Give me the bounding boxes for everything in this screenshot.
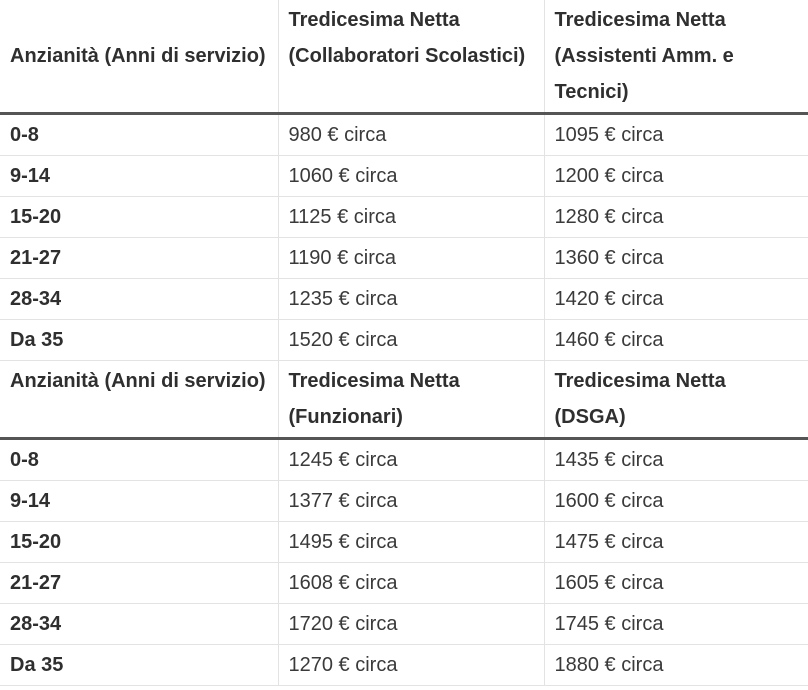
seniority-cell: 9-14 [0, 156, 278, 197]
amount-cell: 1745 € circa [544, 604, 808, 645]
table-row [0, 645, 808, 686]
amount-cell: 1435 € circa [544, 439, 808, 481]
table-row [0, 156, 808, 197]
seniority-cell: 21-27 [0, 238, 278, 279]
seniority-cell: 0-8 [0, 439, 278, 481]
amount-cell: 1360 € circa [544, 238, 808, 279]
amount-cell: 1190 € circa [278, 238, 544, 279]
table-row [0, 563, 808, 604]
table-row [0, 522, 808, 563]
table-row [0, 114, 808, 156]
table-row [0, 197, 808, 238]
table-row [0, 279, 808, 320]
seniority-cell: 15-20 [0, 522, 278, 563]
amount-cell: 1095 € circa [544, 114, 808, 156]
header-seniority: Anzianità (Anni di servizio) [0, 361, 278, 439]
amount-cell: 1605 € circa [544, 563, 808, 604]
amount-cell: 1495 € circa [278, 522, 544, 563]
amount-cell: 1377 € circa [278, 481, 544, 522]
seniority-cell: 9-14 [0, 481, 278, 522]
amount-cell: 1235 € circa [278, 279, 544, 320]
amount-cell: 980 € circa [278, 114, 544, 156]
header-funzionari: Tredicesima Netta (Funzionari) [278, 361, 544, 439]
amount-cell: 1475 € circa [544, 522, 808, 563]
table-row [0, 481, 808, 522]
table-row [0, 320, 808, 361]
header-dsga: Tredicesima Netta (DSGA) [544, 361, 808, 439]
amount-cell: 1200 € circa [544, 156, 808, 197]
amount-cell: 1520 € circa [278, 320, 544, 361]
amount-cell: 1600 € circa [544, 481, 808, 522]
seniority-cell: Da 35 [0, 645, 278, 686]
table-row [0, 439, 808, 481]
amount-cell: 1720 € circa [278, 604, 544, 645]
seniority-cell: 28-34 [0, 279, 278, 320]
amount-cell: 1060 € circa [278, 156, 544, 197]
table-header-row [0, 361, 808, 439]
amount-cell: 1460 € circa [544, 320, 808, 361]
header-assistenti: Tredicesima Netta (Assistenti Amm. e Tecnici) [544, 0, 808, 114]
seniority-cell: Da 35 [0, 320, 278, 361]
amount-cell: 1125 € circa [278, 197, 544, 238]
amount-cell: 1280 € circa [544, 197, 808, 238]
header-seniority: Anzianità (Anni di servizio) [0, 0, 278, 114]
amount-cell: 1420 € circa [544, 279, 808, 320]
amount-cell: 1608 € circa [278, 563, 544, 604]
table-row [0, 604, 808, 645]
header-collaboratori: Tredicesima Netta (Collaboratori Scolastici) [278, 0, 544, 114]
table-row [0, 238, 808, 279]
table-header-row [0, 0, 808, 114]
seniority-cell: 21-27 [0, 563, 278, 604]
amount-cell: 1245 € circa [278, 439, 544, 481]
amount-cell: 1880 € circa [544, 645, 808, 686]
seniority-cell: 0-8 [0, 114, 278, 156]
seniority-cell: 15-20 [0, 197, 278, 238]
amount-cell: 1270 € circa [278, 645, 544, 686]
seniority-cell: 28-34 [0, 604, 278, 645]
